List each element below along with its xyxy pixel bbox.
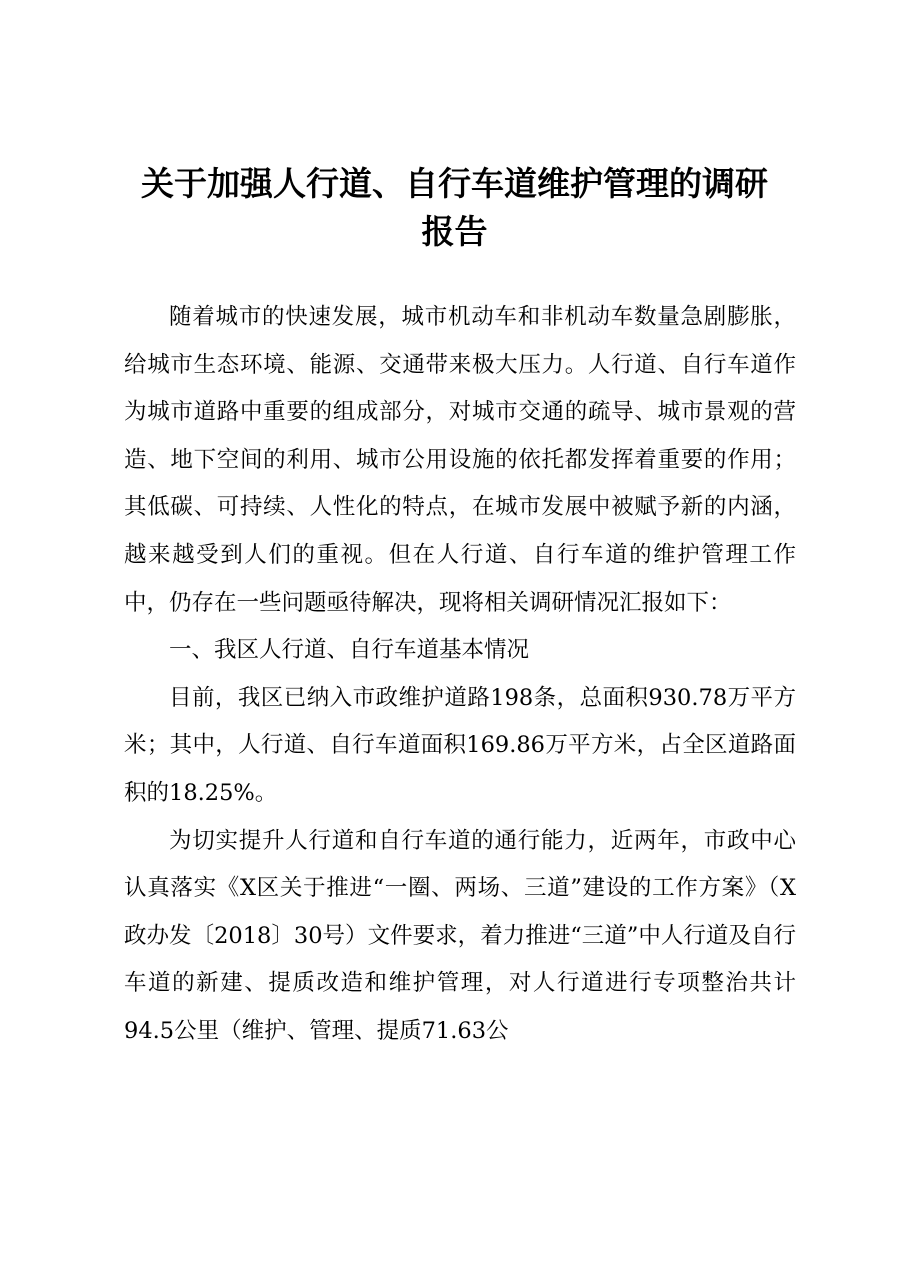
- document-body: [124, 294, 796, 1056]
- title-line-2: 报告: [421, 212, 488, 251]
- paragraph-improvement-work: 为切实提升人行道和自行车道的通行能力，近两年，市政中心认真落实《X区关于推进“一圈、两场、三道”建设的工作方案》（X政办发〔2018〕30号）文件要求，着力推进“三道”中人行道及自行车道的新建、提质改造和维护管理，对人行道进行专项整治共计94.5公里（维护、管理、提质71.63公: [124, 827, 796, 1044]
- document-title: [0, 160, 909, 256]
- paragraph-road-stats: 目前，我区已纳入市政维护道路198条，总面积930.78万平方米；其中，人行道、自行车道面积169.86万平方米，占全区道路面积的18.25%。: [124, 684, 796, 806]
- title-line-1: 关于加强人行道、自行车道维护管理的调研: [141, 164, 768, 203]
- section-heading-1: 一、我区人行道、自行车道基本情况: [169, 637, 530, 664]
- paragraph-intro: 随着城市的快速发展，城市机动车和非机动车数量急剧膨胀，给城市生态环境、能源、交通带来极大压力。人行道、自行车道作为城市道路中重要的组成部分，对城市交通的疏导、城市景观的营造、地下空间的利用、城市公用设施的依托都发挥着重要的作用；其低碳、可持续、人性化的特点，在城市发展中被赋予新的内涵，越来越受到人们的重视。但在人行道、自行车道的维护管理工作中，仍存在一些问题亟待解决，现将相关调研情况汇报如下：: [124, 304, 796, 616]
